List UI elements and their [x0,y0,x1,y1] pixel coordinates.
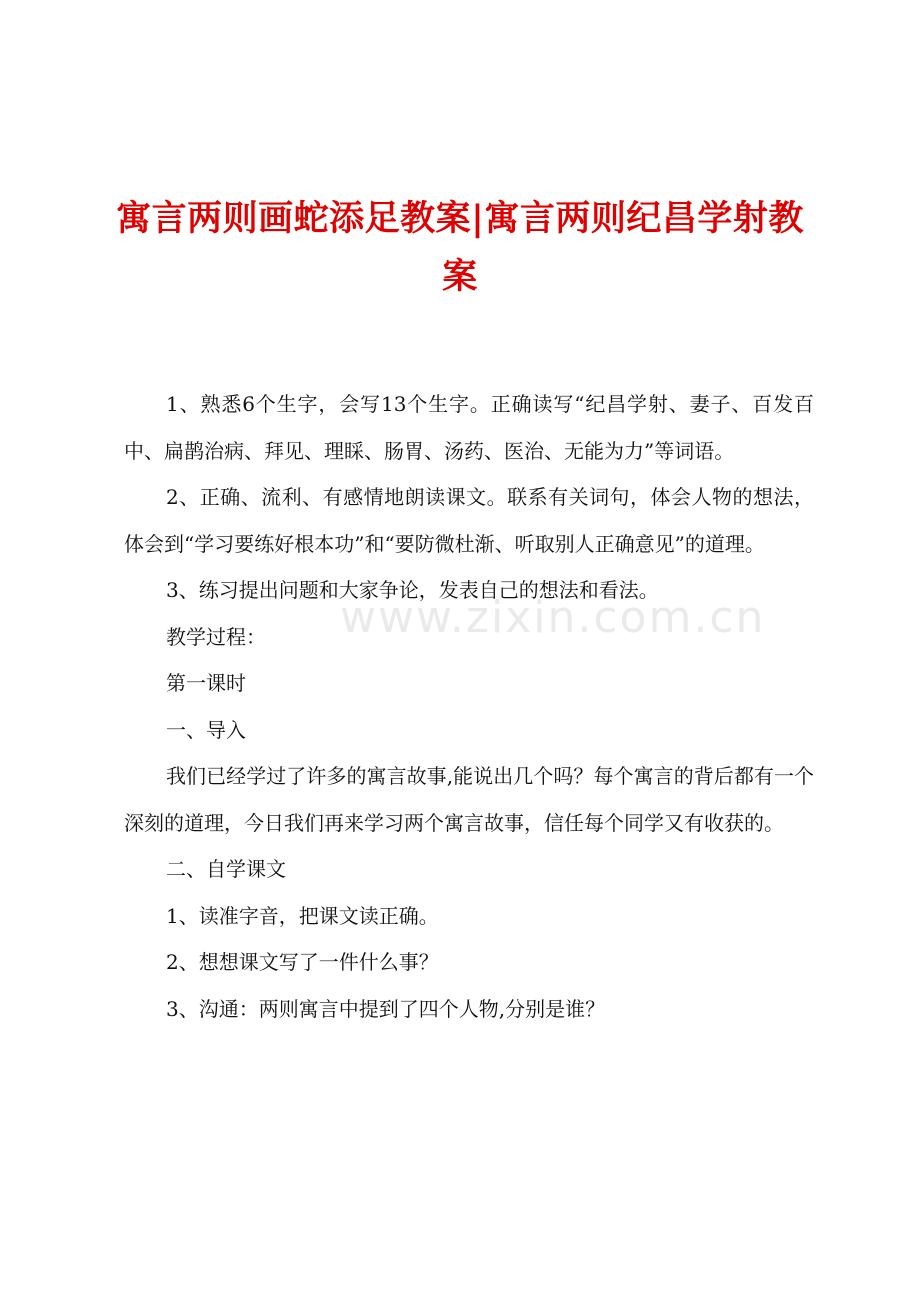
section-heading-process: 教学过程： [166,624,266,649]
section-heading-intro: 一、导入 [166,717,246,742]
paragraph-step-1: 1、读准字音，把课文读正确。 [166,903,439,928]
paragraph-objective-3: 3、练习提出问题和大家争论，发表自己的想法和看法。 [166,578,659,602]
paragraph-intro: 我们已经学过了许多的寓言故事,能说出几个吗？每个寓言的背后都有一个深刻的道理，今日我们再来学习两个寓言故事，信任每个同学又有收获的。 [124,764,814,835]
paragraph-objective-2: 2、正确、流利、有感情地朗读课文。联系有关词句，体会人物的想法，体会到“学习要练好根本功”和“要防微杜渐、听取别人正确意见”的道理。 [124,485,814,556]
paragraph-step-3: 3、沟通：两则寓言中提到了四个人物,分别是谁？ [166,996,606,1021]
watermark-text: www.zixin.com.cn [340,592,766,643]
section-heading-self-study: 二、自学课文 [166,857,286,881]
document-body [124,381,814,1032]
section-heading-lesson-one: 第一课时 [166,671,246,695]
document-title: 寓言两则画蛇添足教案|寓言两则纪昌学射教案 [116,198,804,297]
paragraph-objective-1: 1、熟悉6个生字，会写13个生字。正确读写“纪昌学射、妻子、百发百中、扁鹊治病、拜见、理睬、肠胃、汤药、医治、无能为力”等词语。 [124,392,814,463]
paragraph-step-2: 2、想想课文写了一件什么事？ [166,950,439,974]
